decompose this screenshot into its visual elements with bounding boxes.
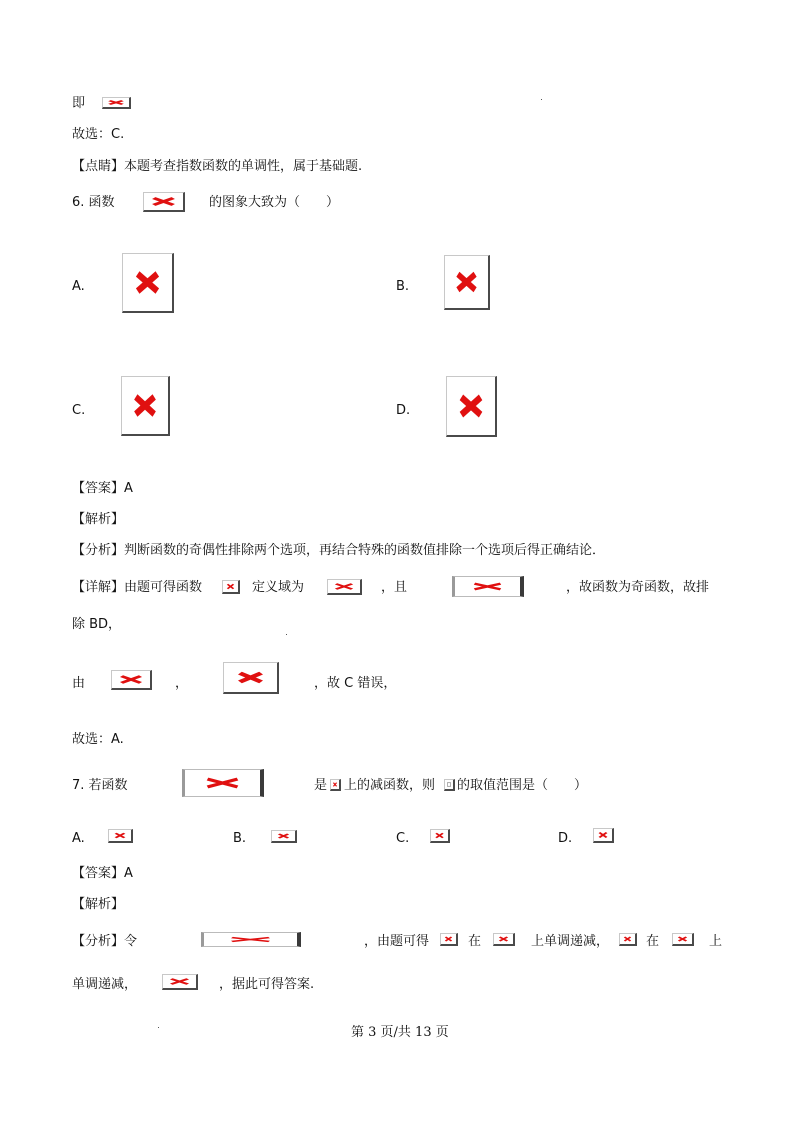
- jiexi-6: 【解析】: [72, 512, 125, 527]
- q7-option-d-label: D.: [558, 831, 573, 846]
- xiangjie-and: ，且: [381, 580, 408, 595]
- q7-option-c-label: C.: [396, 831, 410, 846]
- fenxi-7-end: ，据此可得答案.: [219, 977, 315, 992]
- broken-image-icon: [593, 828, 614, 843]
- broken-image-icon: [162, 974, 198, 990]
- text-zai-2: 在: [646, 934, 660, 949]
- text-ji: 即: [72, 96, 86, 111]
- broken-image-icon: [446, 376, 497, 437]
- answer-6: 【答案】A: [72, 481, 133, 496]
- broken-image-icon: [102, 97, 131, 109]
- text-select-a: 故选：A.: [72, 732, 124, 747]
- broken-image-icon: [223, 662, 279, 694]
- q7-option-b-label: B.: [233, 831, 247, 846]
- fenxi-6: 【分析】判断函数的奇偶性排除两个选项，再结合特殊的函数值排除一个选项后得正确结论．: [72, 543, 606, 558]
- option-a-label: A.: [72, 279, 85, 294]
- broken-image-icon: [121, 376, 170, 436]
- broken-image-icon: [672, 933, 694, 946]
- broken-image-icon: [440, 933, 458, 946]
- text-c-wrong: ，故 C 错误，: [314, 676, 397, 691]
- option-d-label: D.: [396, 403, 411, 418]
- broken-image-icon: [108, 829, 133, 843]
- option-c-label: C.: [72, 403, 86, 418]
- stray-dot: [286, 634, 287, 635]
- broken-image-icon: [271, 830, 297, 843]
- stray-dot: [541, 99, 542, 100]
- broken-image-icon: [444, 255, 490, 310]
- jiexi-7: 【解析】: [72, 897, 125, 912]
- fenxi-7-start: 【分析】令: [72, 934, 138, 949]
- broken-image-icon: [111, 670, 152, 690]
- text-zai-1: 在: [468, 934, 482, 949]
- q7-option-a-label: A.: [72, 831, 85, 846]
- broken-image-icon: [493, 933, 515, 946]
- question-7-number: 7. 若函数: [72, 778, 128, 793]
- xiangjie-start: 【详解】由题可得函数: [72, 580, 203, 595]
- question-7-range: 的取值范围是（ ）: [457, 778, 588, 793]
- xiangjie-exclude: 除 BD，: [72, 617, 122, 632]
- broken-image-icon: [122, 253, 174, 313]
- fenxi-7-given: ，由题可得: [364, 934, 430, 949]
- question-7-decreasing: 上的减函数，则: [344, 778, 436, 793]
- text-select-c: 故选：C.: [72, 127, 125, 142]
- option-b-label: B.: [396, 279, 410, 294]
- fenxi-7-decreasing: 上单调递减，: [531, 934, 610, 949]
- question-6-number: 6. 函数: [72, 195, 115, 210]
- answer-7: 【答案】A: [72, 866, 133, 881]
- broken-image-icon: [619, 933, 637, 946]
- fenxi-7-cont: 单调递减，: [72, 977, 138, 992]
- text-you: 由: [72, 676, 86, 691]
- broken-image-icon: [444, 779, 455, 791]
- broken-image-icon: [452, 576, 524, 597]
- text-shang: 上: [709, 934, 723, 949]
- text-dianjing: 【点睛】本题考查指数函数的单调性，属于基础题.: [72, 159, 363, 174]
- question-6-tail: 的图象大致为（ ）: [209, 195, 340, 210]
- xiangjie-odd: ，故函数为奇函数，故排: [566, 580, 710, 595]
- broken-image-icon: [327, 579, 362, 595]
- question-7-is: 是: [314, 778, 328, 793]
- broken-image-icon: [222, 580, 240, 594]
- broken-image-icon: [182, 769, 264, 797]
- broken-image-icon: [143, 192, 185, 212]
- broken-image-icon: [330, 779, 341, 791]
- broken-image-icon: [201, 932, 301, 947]
- text-comma: ，: [175, 676, 189, 691]
- page-footer: 第 3 页/共 13 页: [351, 1025, 449, 1040]
- xiangjie-domain: 定义域为: [252, 580, 305, 595]
- stray-dot: [158, 1027, 159, 1028]
- broken-image-icon: [430, 829, 450, 843]
